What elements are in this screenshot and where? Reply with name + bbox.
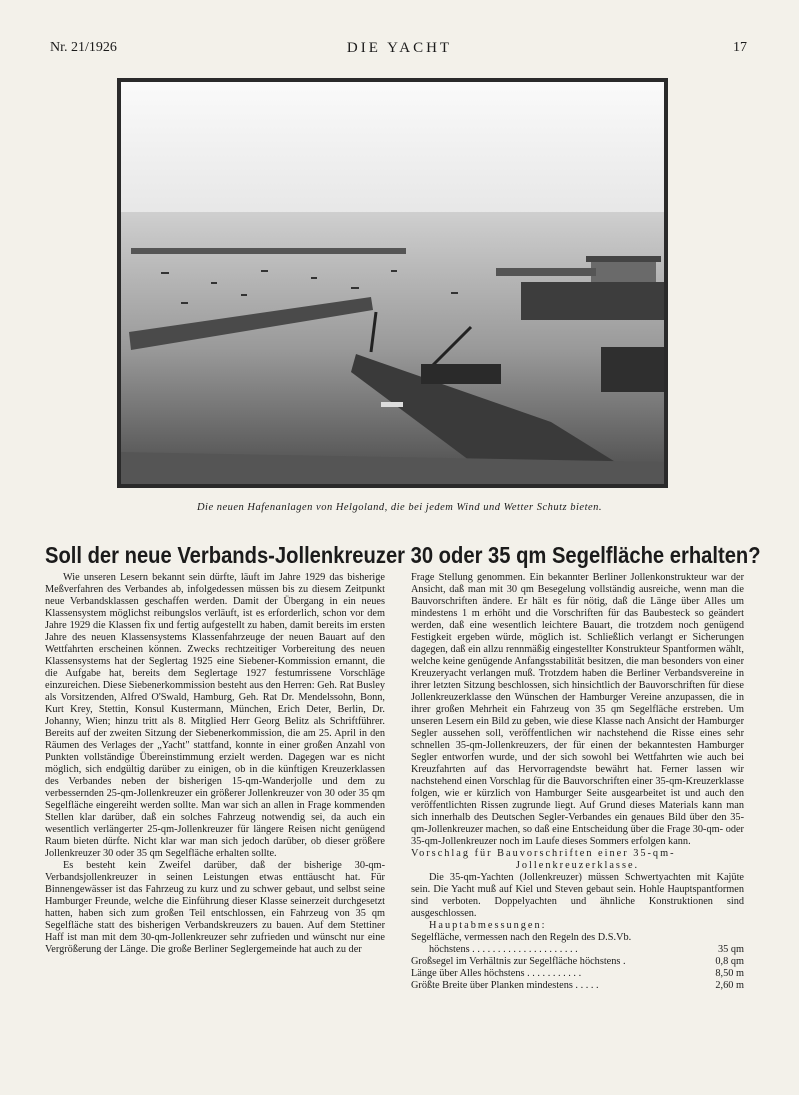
paragraph: Frage Stellung genommen. Ein bekannter Berliner Jollenkonstrukteur war der Ansicht, daß man mit 30 qm Besegelung vollständig ausreiche, wenn man die Bauvorschriften ändere. Er hält es für nötig, daß die Länge über Alles um mindestens 1 m erhöht und die Vorschriften für das Baubesteck so geändert werden, daß eine wesentlich leichtere Bauart, die trotzdem noch genügend Festigkeit ergeben würde, möglich ist. Schließlich verlangt er Sicherungen dagegen, daß ein allzu rennmäßig eingestellter Konstrukteur Spantformen wählt, welche keine genügende Anfangsstabilität besitzen, die man besonders von einer Kreuzeryacht verlangen muß. Trotzdem haben die Berliner Verbandsvereine in ihrer letzten Sitzung beschlossen, sich hinsichtlich der Bauvorschriften für diese Jollenkreuzerklasse den Wünschen der Hamburger Vereine anzupassen, die in ihrer großen Mehrheit ein Fahrzeug von 35 qm Segelfläche erstreben. Um unseren Lesern ein Bild zu geben, wie diese Klasse nach Ansicht der Hamburger Segler aussehen soll, veröffentlichen wir nachstehend die Risse eines sehr schnellen 35-qm-Jollenkreuzers, der für einen der bekanntesten Hamburger Segler entworfen wurde, und der sich sowohl bei Wettfahrten wie auch bei Kreuzfahrten auf das Hervorragendste bewährt hat. Ferner lassen wir nachstehend einen Vorschlag für die Bauvorschriften einer 35-qm-Kreuzerklasse folgen, wie er kürzlich von Hamburger Seite ausgearbeitet ist und auch den veröffentlichten Rissen zugrunde liegt. Auf Grund dieses Materials kann man sich innerhalb des Deutschen Segler-Verbandes ein genaues Bild über den 35-qm-Jollenkreuzer machen, so daß eine Entscheidung über die Frage 30-qm- oder 35-qm-Jollenkreuzer noch im Laufe dieses Sommers erfolgen kann.: [411, 572, 744, 847]
measurement-row: [411, 956, 744, 968]
photo-caption: Die neuen Hafenanlagen von Helgoland, die bei jedem Wind und Wetter Schutz bieten.: [196, 502, 603, 513]
article-headline: Soll der neue Verbands-Jollenkreuzer 30 oder 35 qm Segelfläche erhalten?: [45, 542, 761, 568]
issue-number: Nr. 21/1926: [50, 40, 117, 55]
measurements-intro: Segelfläche, vermessen nach den Regeln des D.S.Vb.: [411, 932, 632, 943]
measurements-heading: Hauptabmessungen:: [429, 920, 547, 931]
proposal-text: Die 35-qm-Yachten (Jollenkreuzer) müssen Schwertyachten mit Kajüte sein. Die Yacht muß auf Kiel und Steven gebaut sein. Hohle Hauptspantformen sind verboten. Doppelyachten und ähnliche Konstruktionen sind ausgeschlossen.: [411, 872, 744, 919]
measurement-label: Größte Breite über Planken mindestens . . . . .: [411, 980, 599, 991]
measurement-row: [411, 968, 744, 980]
measurement-label: Großsegel im Verhältnis zur Segelfläche höchstens .: [411, 956, 626, 967]
measurement-unit: qm: [730, 944, 744, 955]
measurement-unit: m: [735, 968, 744, 979]
measurement-value: 8,50: [715, 968, 734, 979]
proposal-heading-continued: Jollenkreuzerklasse.: [515, 860, 640, 871]
measurement-row: [411, 944, 744, 956]
measurement-value: 0,8: [715, 956, 729, 967]
proposal-heading: Vorschlag für Bauvorschriften einer 35-qm-: [411, 848, 676, 859]
measurement-unit: m: [735, 980, 744, 991]
article-right-column: [411, 572, 744, 992]
article-left-column: [45, 572, 385, 956]
harbor-photo: [117, 78, 668, 488]
measurement-value: 35: [717, 944, 729, 955]
measurement-value: 2,60: [715, 980, 734, 991]
measurement-label: höchstens . . . . . . . . . . . . . . . . . . . . .: [429, 944, 578, 955]
publication-title: DIE YACHT: [346, 40, 453, 56]
measurement-row: [411, 980, 744, 992]
measurement-unit: qm: [730, 956, 744, 967]
paragraph: Wie unseren Lesern bekannt sein dürfte, läuft im Jahre 1929 das bisherige Meßverfahren des Verbandes ab, infolgedessen müssen bis zu diesem Zeitpunkt neue Verbandsklassen geschaffen werden. Damit der Übergang in ein neues Klassensystem möglichst reibungslos verläuft, ist es erforderlich, schon vor dem Jahre 1929 die Klassen fix und fertig aufgestellt zu haben, damit bereits im ersten Jahre des neuen Klassensystems Klassenfahrzeuge der neuen Bauart auf den Wettfahrten erscheinen können. Zwecks rechtzeitiger Vorbereitung des neuen Klassensystems hat der Seglertag 1925 eine Siebener-Kommission ernannt, die die Aufgabe hat, bereits dem Seglertage 1927 festumrissene Vorschläge einzureichen. Diese Siebenerkommission besteht aus den Herren: Geh. Rat Busley als Vorsitzenden, Alfred O'Swald, Hamburg, Geh. Rat Dr. Mendelssohn, Bonn, Kurt Krey, Stettin, Konsul Kustermann, München, Erich Deter, Berlin, Dr. Johanny, Wien; hinzu tritt als 8. Mitglied Herr Georg Belitz als Schriftführer. Bereits auf der zweiten Sitzung der Siebenerkommission, die am 25. April in den Räumen des Verlages der „Yacht" stattfand, konnte in einer großen Anzahl von Punkten vollständige Übereinstimmung erzielt werden. Dagegen war es nicht möglich, sich endgültig darüber zu einigen, ob in die künftigen Kreuzerklassen des Verbandes neben der bisherigen 15-qm-Wanderjolle und dem zu verbessernden 25-qm-Jollenkreuzer ein größerer Jollenkreuzer von 30 oder 35 qm Segelfläche eingereiht werden sollte. Man war sich an allen in Frage kommenden Stellen klar darüber, daß ein solches Fahrzeug notwendig sei, da auch ein wesentlich verlängerter 25-qm-Jollenkreuzer für längere Reisen nicht genügend Raum bieten dürfte. Nicht klar war man sich jedoch darüber, ob dieser größere Jollenkreuzer 30 oder 35 qm Segelfläche erhalten sollte.: [45, 572, 385, 859]
measurement-label: Länge über Alles höchstens . . . . . . . . . . .: [411, 968, 582, 979]
page-number: 17: [733, 40, 747, 55]
paragraph: Es besteht kein Zweifel darüber, daß der bisherige 30-qm-Verbandsjollenkreuzer in seinen Leistungen etwas enttäuscht hat. Für Binnengewässer ist das Fahrzeug zu kurz und zu schwer gebaut, und selbst seine Hamburger Freunde, welche die Einführung dieser Klasse seinerzeit durchgesetzt hatten, haben sich zum großen Teil entschlossen, ein Fahrzeug von 35 qm Segelfläche statt des bisherigen Verbandskreuzers zu bauen. Auf dem Stettiner Haff ist man mit dem 30-qm-Jollenkreuzer sehr zufrieden und wünscht nur eine Vergrößerung der Länge. Die große Berliner Seglergemeinde hat auch zu der: [45, 860, 385, 955]
